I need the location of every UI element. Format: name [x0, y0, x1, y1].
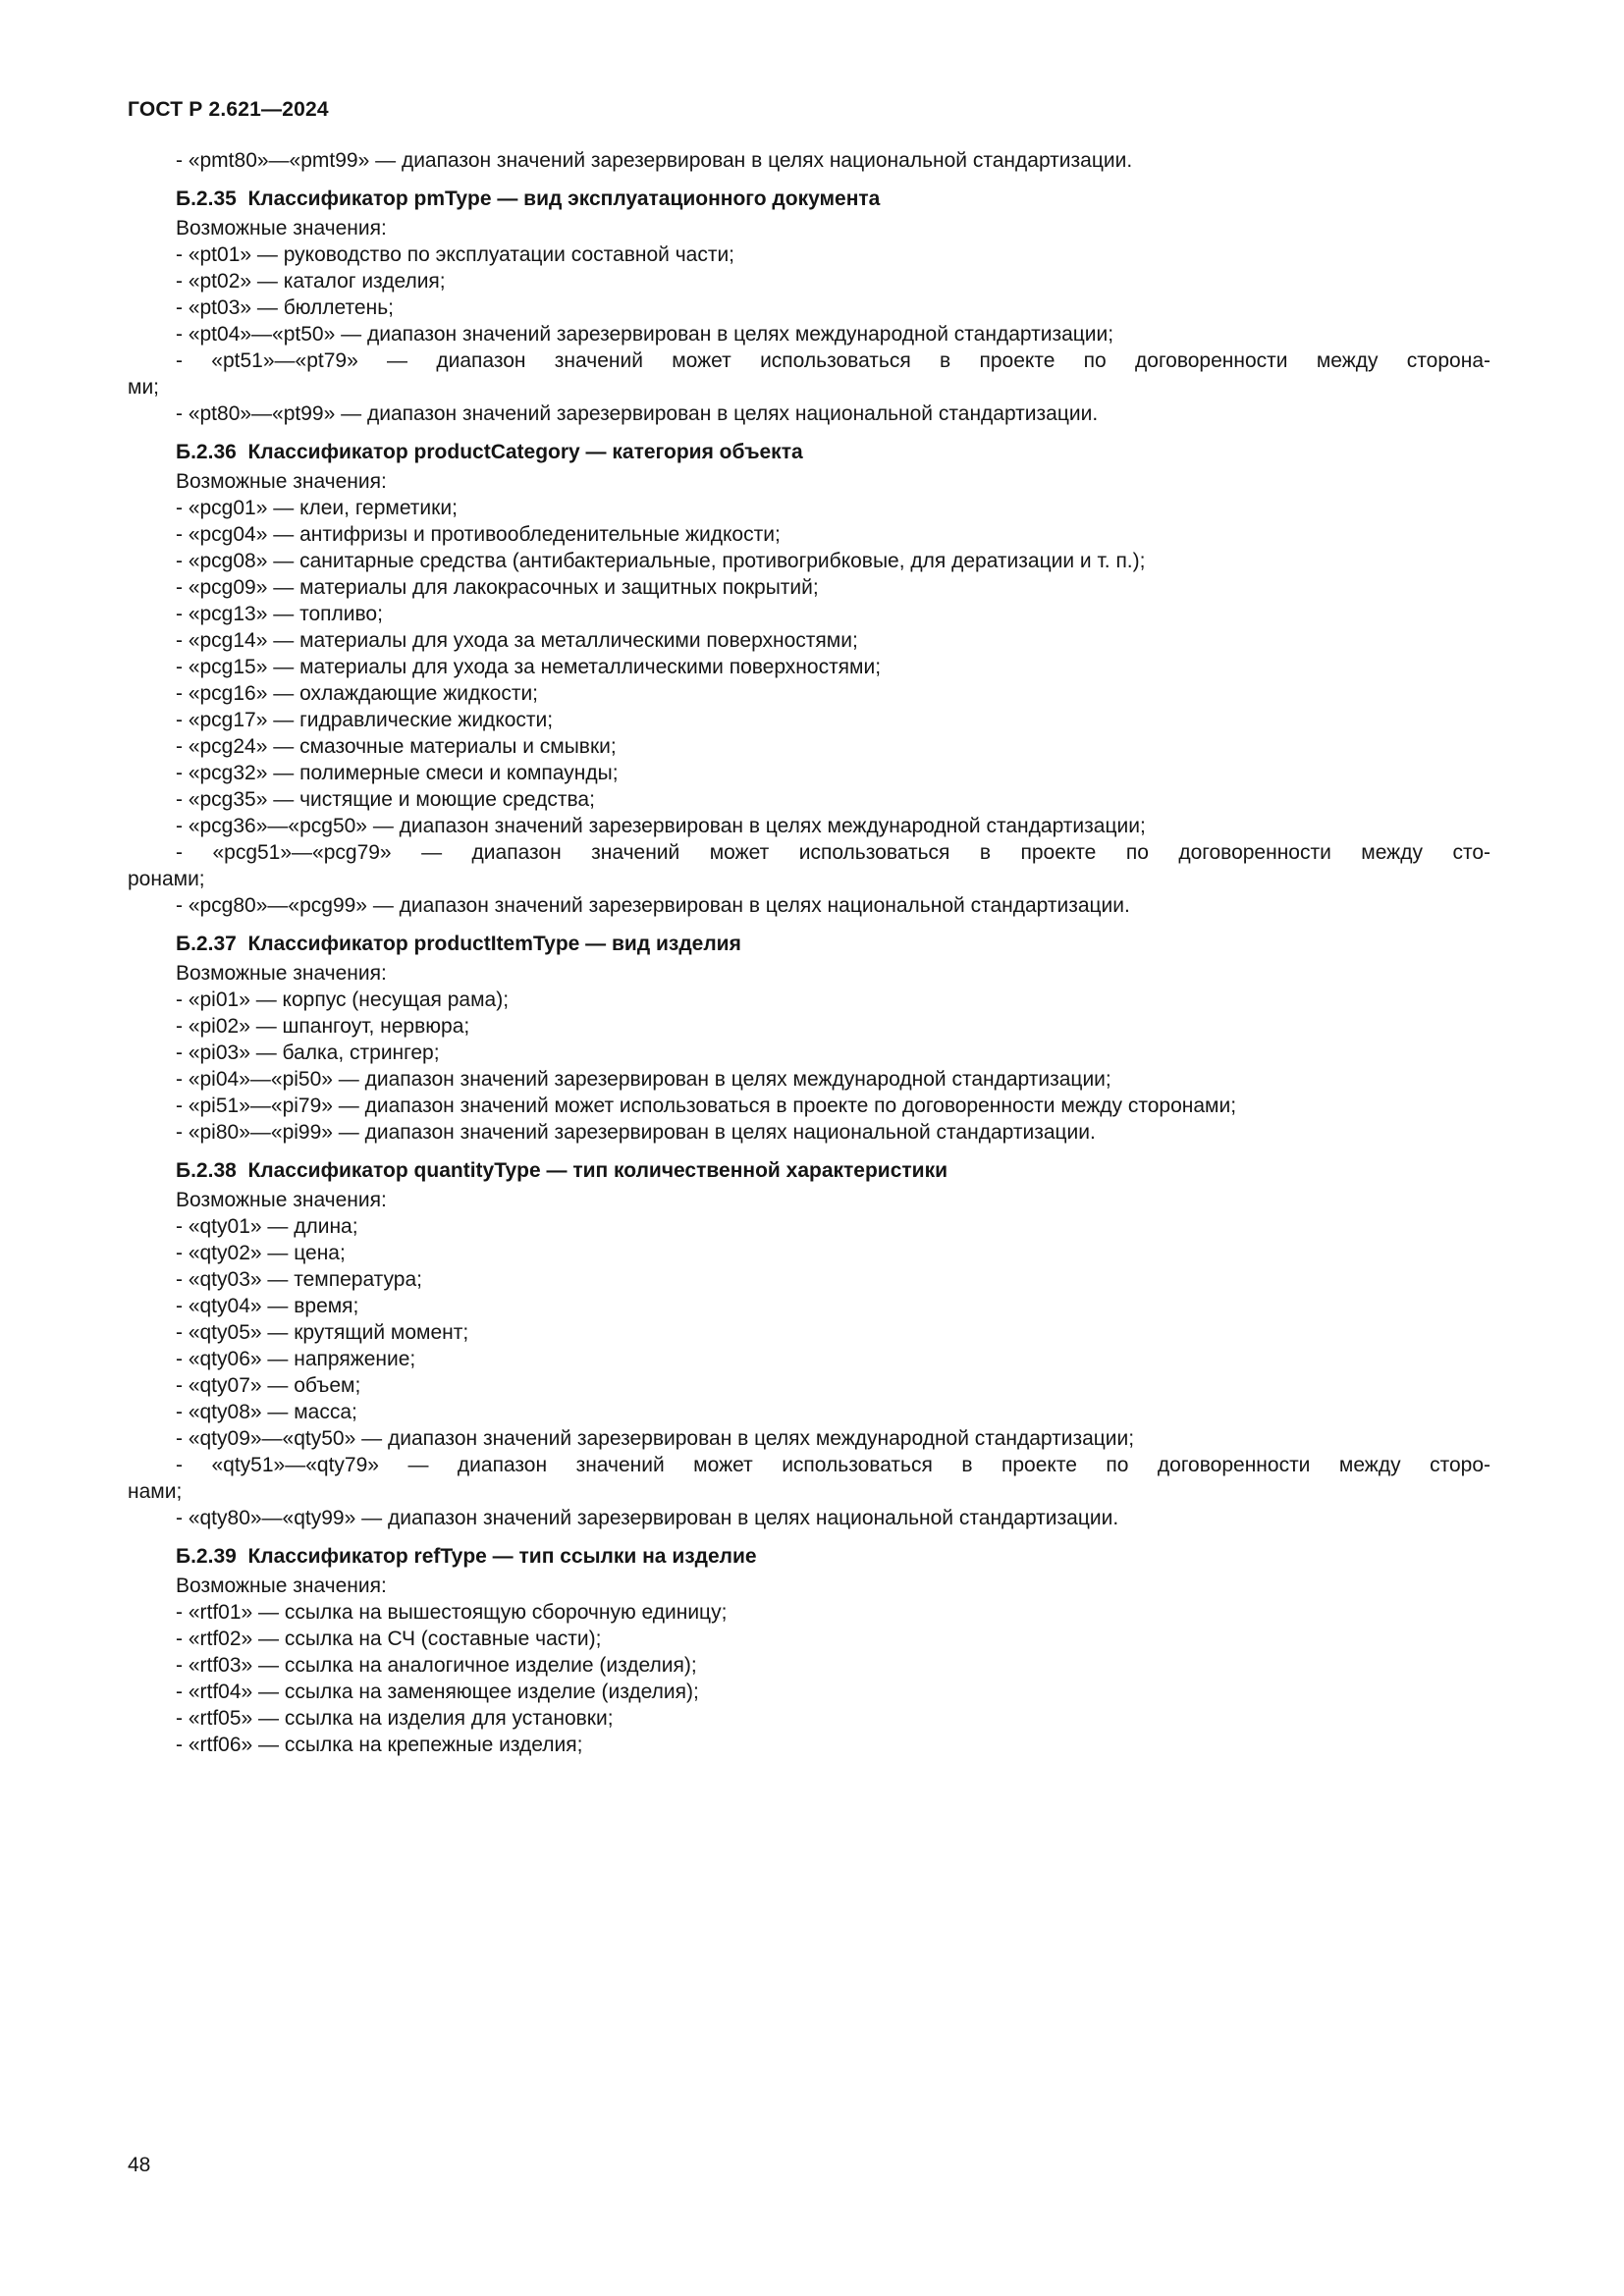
list-item: - «qty04» — время;	[176, 1295, 359, 1317]
list-item: - «pt04»—«pt50» — диапазон значений зарезервирован в целях международной стандартизации;	[176, 323, 1114, 346]
list-item: - «pi03» — балка, стрингер;	[176, 1041, 440, 1064]
list-item: - «pt01» — руководство по эксплуатации составной части;	[176, 243, 735, 266]
list-item: - «qty03» — температура;	[176, 1268, 422, 1291]
section-intro: Возможные значения:	[176, 1189, 387, 1211]
list-item: - «qty09»—«qty50» — диапазон значений зарезервирован в целях международной стандартизации;	[176, 1427, 1135, 1450]
section-intro: Возможные значения:	[176, 962, 387, 985]
list-item: - «pcg01» — клеи, герметики;	[176, 497, 458, 519]
list-item: - «qty06» — напряжение;	[176, 1348, 416, 1370]
list-item: - «rtf03» — ссылка на аналогичное изделие (изделия);	[176, 1654, 697, 1677]
list-item: - «pcg15» — материалы для ухода за неметаллическими поверхностями;	[176, 656, 882, 678]
list-item: - «pt51»—«pt79» — диапазон значений может использоваться в проекте по договоренности между сторона-	[176, 349, 1490, 372]
list-item: - «qty08» — масса;	[176, 1401, 357, 1423]
list-item: - «pi04»—«pi50» — диапазон значений зарезервирован в целях международной стандартизации;	[176, 1068, 1111, 1091]
list-item-continuation: ми;	[128, 376, 160, 399]
section-intro: Возможные значения:	[176, 217, 387, 240]
page-number: 48	[128, 2154, 151, 2176]
list-item-continuation: ронами;	[128, 868, 205, 890]
list-item: - «pt02» — каталог изделия;	[176, 270, 446, 293]
list-item: - «rtf06» — ссылка на крепежные изделия;	[176, 1734, 583, 1756]
list-item: - «rtf04» — ссылка на заменяющее изделие (изделия);	[176, 1681, 699, 1703]
list-item: - «pcg09» — материалы для лакокрасочных и защитных покрытий;	[176, 576, 819, 599]
section-heading: Б.2.38 Классификатор quantityType — тип количественной характеристики	[176, 1159, 948, 1182]
list-item: - «pcg35» — чистящие и моющие средства;	[176, 788, 595, 811]
list-item: - «pcg08» — санитарные средства (антибактериальные, противогрибковые, для дератизации и т. п.);	[176, 550, 1146, 572]
list-item: - «qty80»—«qty99» — диапазон значений зарезервирован в целях национальной стандартизации.	[176, 1507, 1119, 1529]
list-item: - «pt80»—«pt99» — диапазон значений зарезервирован в целях национальной стандартизации.	[176, 402, 1099, 425]
list-item: - «pcg04» — антифризы и противообледенительные жидкости;	[176, 523, 781, 546]
list-item: - «pcg36»—«pcg50» — диапазон значений зарезервирован в целях международной стандартизации;	[176, 815, 1146, 837]
list-item: - «qty07» — объем;	[176, 1374, 361, 1397]
section-intro: Возможные значения:	[176, 470, 387, 493]
list-item: - «pcg13» — топливо;	[176, 603, 383, 625]
section-heading: Б.2.35 Классификатор pmType — вид эксплуатационного документа	[176, 187, 881, 210]
list-item: - «pcg14» — материалы для ухода за металлическими поверхностями;	[176, 629, 858, 652]
list-item: - «pmt80»—«pmt99» — диапазон значений зарезервирован в целях национальной стандартизации.	[176, 149, 1133, 172]
list-item: - «rtf01» — ссылка на вышестоящую сборочную единицу;	[176, 1601, 728, 1624]
section-heading: Б.2.37 Классификатор productItemType — вид изделия	[176, 933, 741, 955]
list-item-continuation: нами;	[128, 1480, 183, 1503]
list-item: - «pi51»—«pi79» — диапазон значений может использоваться в проекте по договоренности между сторонами;	[176, 1095, 1237, 1117]
document-body	[128, 147, 1490, 1758]
list-item: - «pcg16» — охлаждающие жидкости;	[176, 682, 539, 705]
list-item: - «rtf02» — ссылка на СЧ (составные части);	[176, 1628, 602, 1650]
list-item: - «qty51»—«qty79» — диапазон значений может использоваться в проекте по договоренности между сторо-	[176, 1454, 1490, 1476]
list-item: - «pi02» — шпангоут, нервюра;	[176, 1015, 470, 1038]
section-heading: Б.2.39 Классификатор refType — тип ссылки на изделие	[176, 1545, 757, 1568]
list-item: - «qty01» — длина;	[176, 1215, 358, 1238]
section-intro: Возможные значения:	[176, 1575, 387, 1597]
list-item: - «pi80»—«pi99» — диапазон значений зарезервирован в целях национальной стандартизации.	[176, 1121, 1096, 1144]
list-item: - «pcg32» — полимерные смеси и компаунды;	[176, 762, 619, 784]
list-item: - «pcg80»—«pcg99» — диапазон значений зарезервирован в целях национальной стандартизации.	[176, 894, 1130, 917]
list-item: - «qty05» — крутящий момент;	[176, 1321, 469, 1344]
list-item: - «pcg17» — гидравлические жидкости;	[176, 709, 554, 731]
list-item: - «pcg24» — смазочные материалы и смывки;	[176, 735, 617, 758]
section-heading: Б.2.36 Классификатор productCategory — категория объекта	[176, 441, 803, 463]
list-item: - «pcg51»—«pcg79» — диапазон значений может использоваться в проекте по договоренности между сто-	[176, 841, 1490, 864]
list-item: - «pt03» — бюллетень;	[176, 296, 394, 319]
list-item: - «pi01» — корпус (несущая рама);	[176, 988, 510, 1011]
document-standard-number: ГОСТ Р 2.621—2024	[128, 98, 329, 121]
list-item: - «rtf05» — ссылка на изделия для установки;	[176, 1707, 614, 1730]
list-item: - «qty02» — цена;	[176, 1242, 346, 1264]
